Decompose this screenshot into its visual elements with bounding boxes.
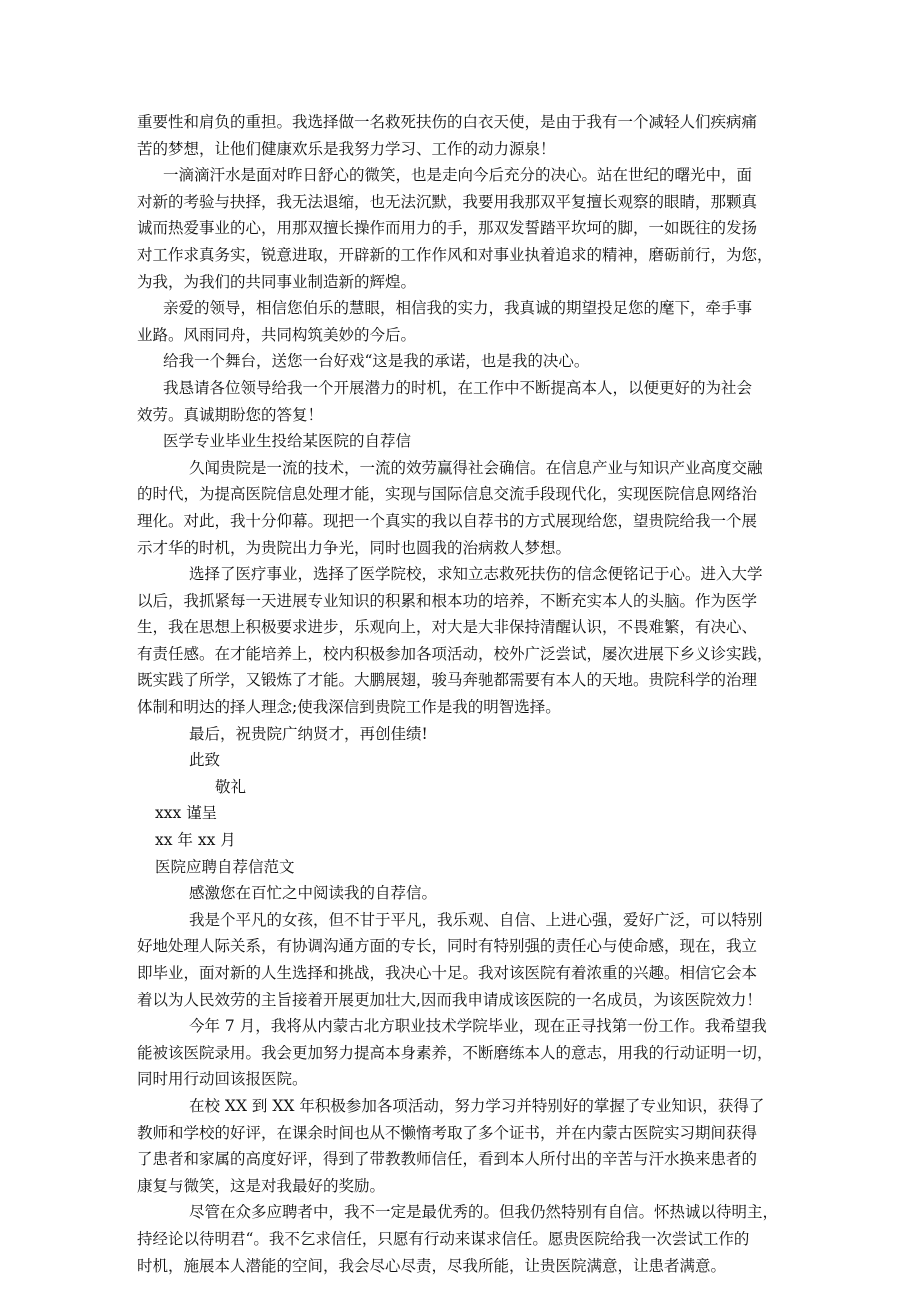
text-line: 诚而热爱事业的心，用那双擅长操作而用力的手，那双发誓踏平坎坷的脚，一如既往的发扬 [137,219,758,238]
text-line: 选择了医疗事业，选择了医学院校，求知立志救死扶伤的信念便铭记于心。进入大学 [189,565,763,584]
text-line: 对工作求真务实，锐意进取，开辟新的工作作风和对事业执着追求的精神，磨砺前行，为您， [137,245,773,264]
text-line: 医院应聘自荐信范文 [155,857,295,876]
text-line: 今年 7 月，我将从内蒙古北方职业技术学院毕业，现在正寻找第一份工作。我希望我 [189,1017,767,1036]
text-line: 理化。对此，我十分仰幕。现把一个真实的我以自荐书的方式展现给您，望贵院给我一个展 [137,511,758,530]
text-line: 在校 XX 到 XX 年积极参加各项活动，努力学习并特别好的掌握了专业知识，获得了 [189,1096,765,1115]
text-line: 生，我在思想上积极要求进步，乐观向上，对大是大非保持清醒认识，不畏难繁，有决心、 [137,618,758,637]
text-line: 为我，为我们的共同事业制造新的辉煌。 [137,272,417,291]
text-line: 尽管在众多应聘者中，我不一定是最优秀的。但我仍然特别有自信。怀热诚以待明主， [189,1203,779,1222]
text-line: 既实践了所学，又锻炼了才能。大鹏展翅，骏马奔驰都需要有本人的天地。贵院科学的治理 [137,671,758,690]
text-line: 着以为人民效劳的主旨接着开展更加壮大,因而我申请成该医院的一名成员，为该医院效力！ [137,990,762,1009]
text-line: 感激您在百忙之中阅读我的自荐信。 [189,884,438,903]
text-line: 此致 [189,751,221,770]
text-line: 重要性和肩负的重担。我选择做一名救死扶伤的白衣天使，是由于我有一个减轻人们疾病痛 [137,113,758,131]
document-body [137,109,787,1279]
text-line: 亲爱的领导，相信您伯乐的慧眼，相信我的实力，我真诚的期望投足您的麾下，牵手事 [163,299,753,318]
text-line: 对新的考验与抉择，我无法退缩，也无法沉默，我要用我那双平复擅长观察的眼睛，那颗真 [137,192,758,211]
text-line: 教师和学校的好评，在课余时间也从不懒惰考取了多个证书，并在内蒙古医院实习期间获得 [137,1123,758,1142]
text-line: 我恳请各位领导给我一个开展潜力的时机，在工作中不断提高本人，以便更好的为社会 [163,378,753,397]
text-line: 体制和明达的择人理念;使我深信到贵院工作是我的明智选择。 [137,698,561,717]
text-line: 医学专业毕业生投给某医院的自荐信 [163,432,412,451]
text-line: 能被该医院录用。我会更加努力提高本身素养，不断磨练本人的意志，用我的行动证明一切， [137,1043,773,1062]
text-line: 以后，我抓紧每一天进展专业知识的积累和根本功的培养，不断充实本人的头脑。作为医学 [137,591,758,610]
text-line: 有责任感。在才能培养上，校内积极参加各项活动，校外广泛尝试，屡次进展下乡义诊实践， [137,644,773,663]
text-line: 苦的梦想，让他们健康欢乐是我努力学习、工作的动力源泉！ [137,139,556,158]
text-line: 效劳。真诚期盼您的答复！ [137,405,324,424]
text-line: 时机，施展本人潜能的空间，我会尽心尽责，尽我所能，让贵医院满意，让患者满意。 [137,1256,727,1275]
text-line: 好地处理人际关系，有协调沟通方面的专长，同时有特别强的责任心与使命感，现在，我立 [137,937,758,956]
text-line: 一滴滴汗水是面对昨日舒心的微笑，也是走向今后充分的决心。站在世纪的曙光中，面 [163,166,753,185]
text-line: 的时代，为提高医院信息处理才能，实现与国际信息交流手段现代化，实现医院信息网络治 [137,485,758,504]
text-line: 示才华的时机，为贵院出力争光，同时也圆我的治病救人梦想。 [137,538,572,557]
text-line: 最后，祝贵院广纳贤才，再创佳绩! [189,724,428,743]
text-line: 敬礼 [215,777,247,796]
text-line: 即毕业，面对新的人生选择和挑战，我决心十足。我对该医院有着浓重的兴趣。相信它会本 [137,964,758,982]
text-line: 久闻贵院是一流的技术，一流的效劳赢得社会确信。在信息产业与知识产业高度交融 [189,458,763,477]
text-line: xx 年 xx 月 [155,831,236,850]
text-line: xxx 谨呈 [155,804,218,823]
text-line: 同时用行动回该报医院。 [137,1070,308,1089]
text-line: 业路。风雨同舟，共同构筑美妙的今后。 [137,325,417,344]
text-line: 康复与微笑，这是对我最好的奖励。 [137,1176,386,1195]
text-line: 持经论以待明君“。我不乞求信任，只愿有行动来谋求信任。愿贵医院给我一次尝试工作的 [137,1229,750,1248]
text-line: 给我一个舞台，送您一台好戏“这是我的承诺，也是我的决心。 [163,352,590,371]
text-line: 了患者和家属的高度好评，得到了带教教师信任，看到本人所付出的辛苦与汗水换来患者的 [137,1150,758,1169]
text-line: 我是个平凡的女孩，但不甘于平凡，我乐观、自信、上进心强，爱好广泛，可以特别 [189,910,763,929]
